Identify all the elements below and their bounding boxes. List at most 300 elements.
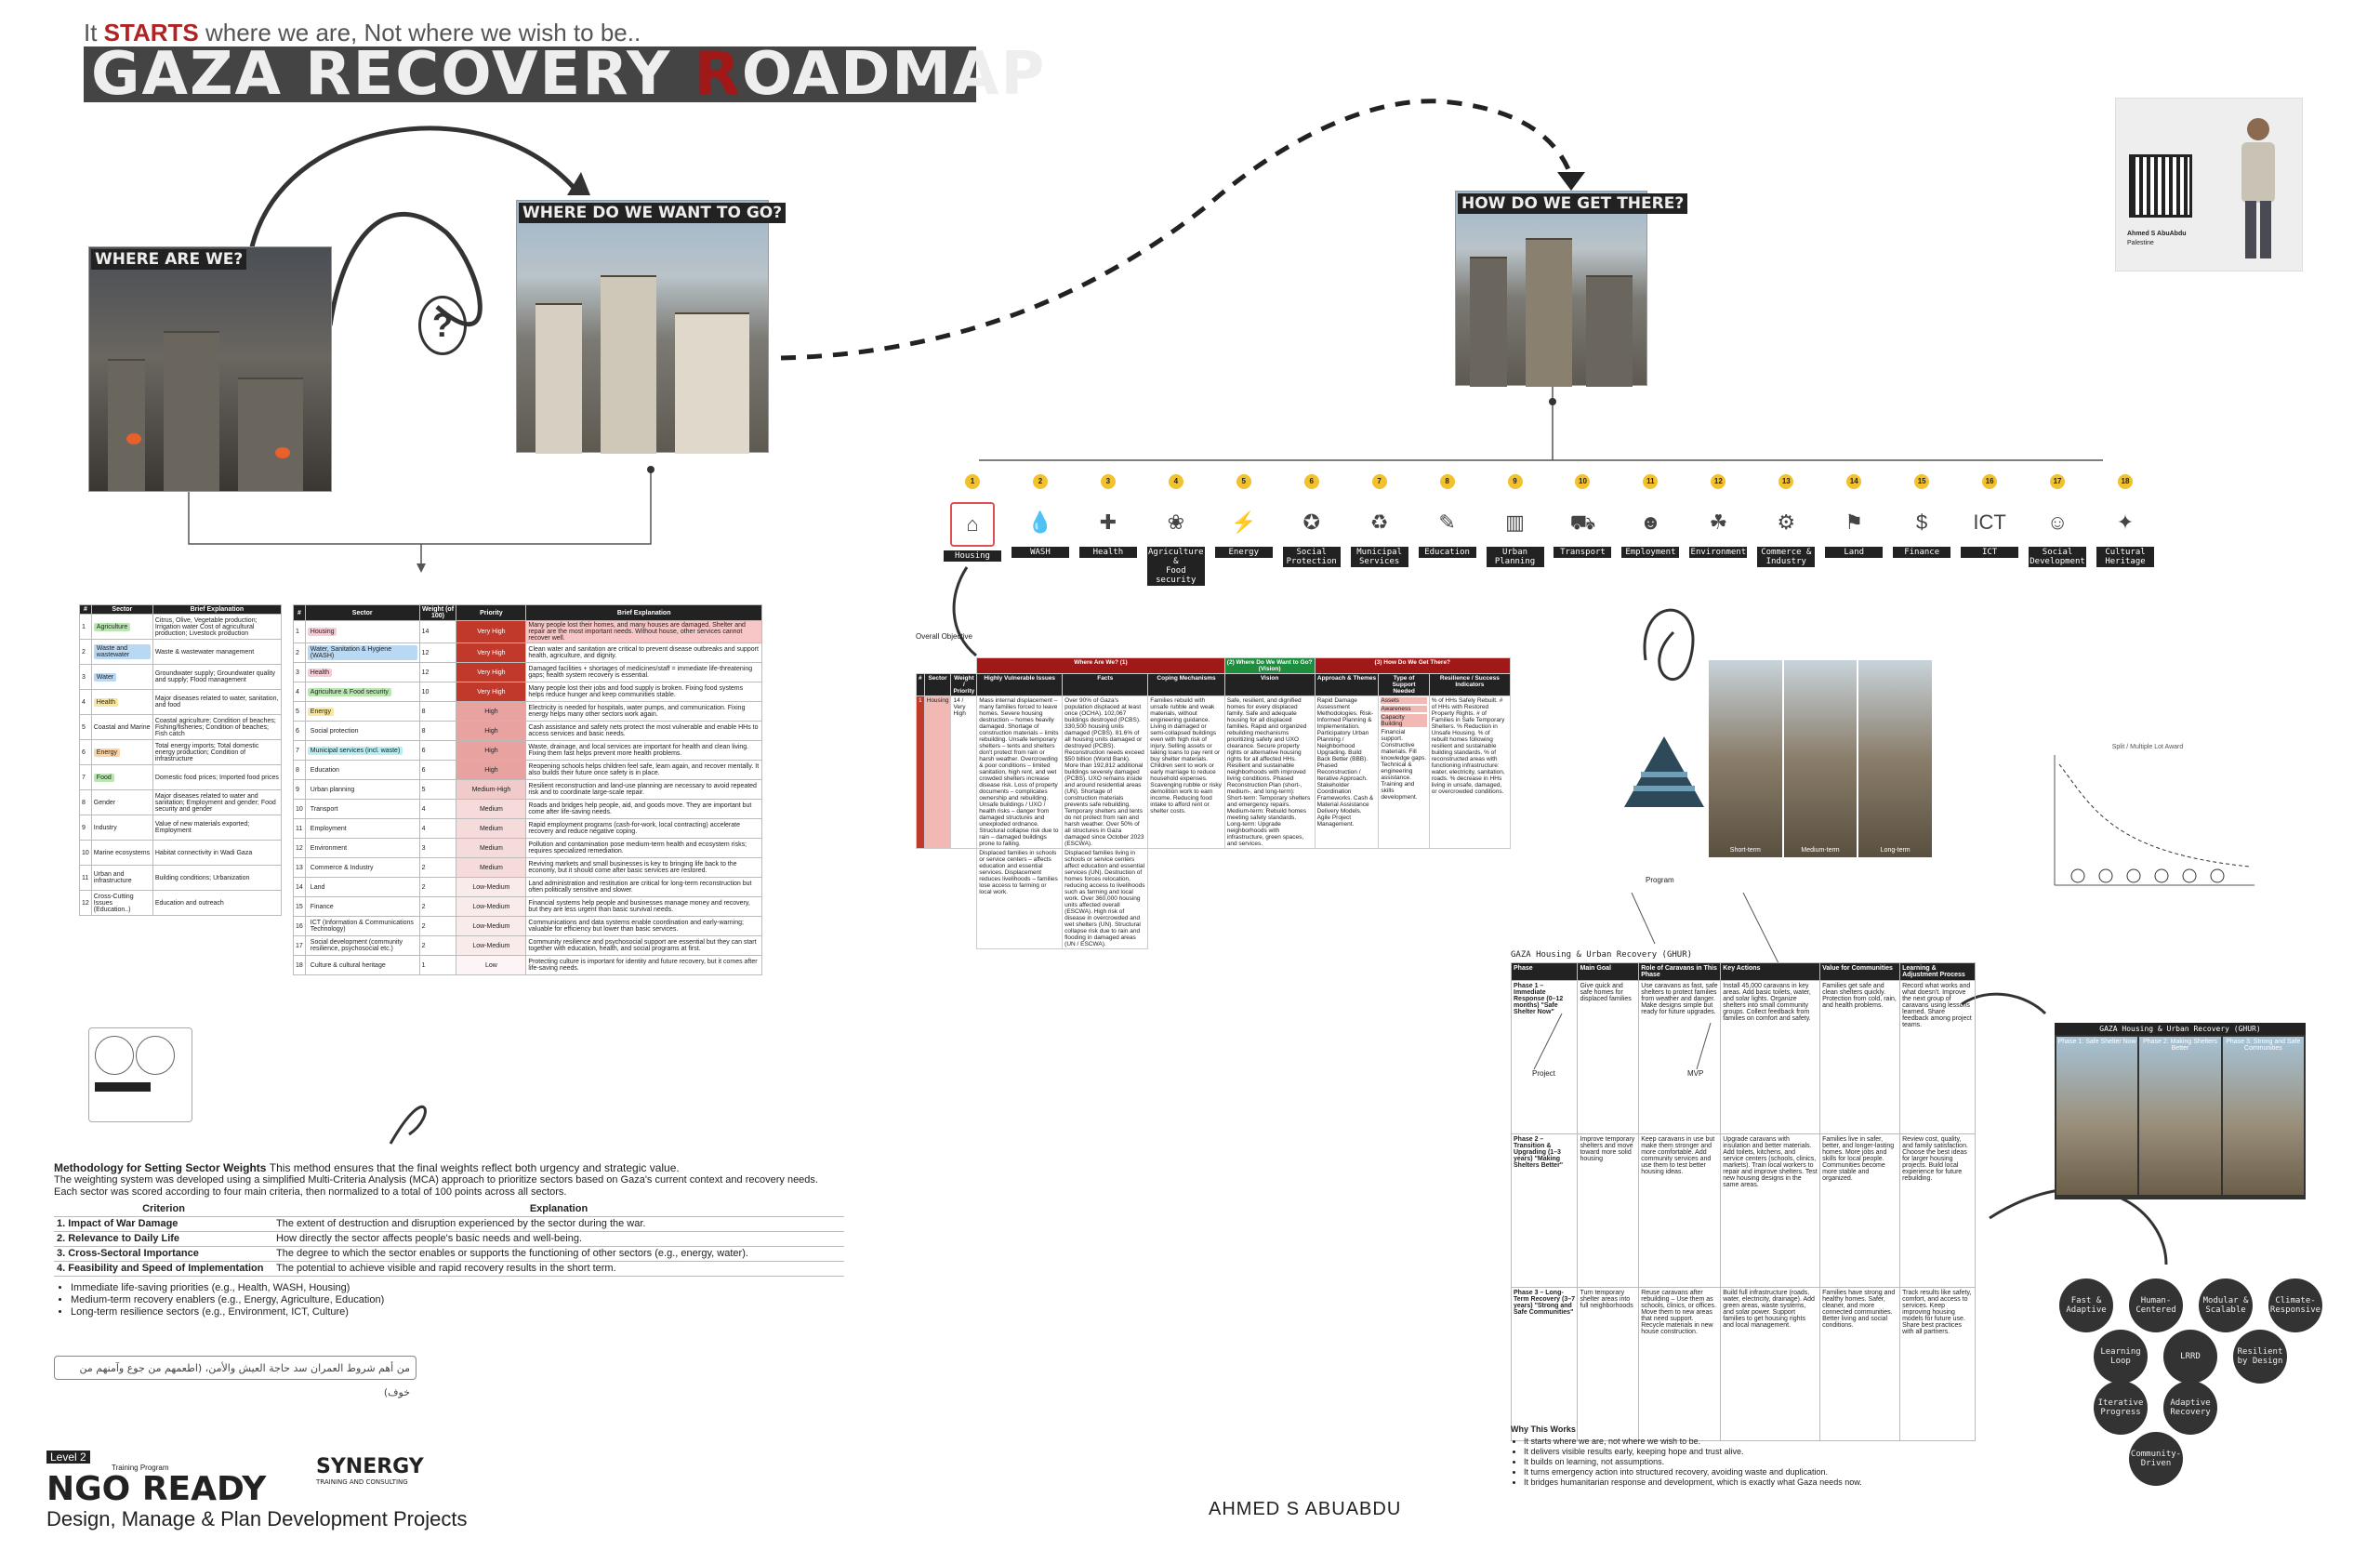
cell: Phase 3 – Long-Term Recovery (3–7 years) "Strong and Safe Communities" [1512,1288,1578,1441]
photo-caption: WHERE DO WE WANT TO GO? [519,203,786,223]
sector-label: Social Development [2030,548,2085,566]
sector-label: Land [1825,547,1883,558]
methodology-bullets [71,1282,853,1318]
sector-icon-item [1554,474,1611,558]
page-title: GAZA RECOVERY ROADMAP [84,46,976,102]
cell: 17 [294,936,306,956]
cell: Rapid employment programs (cash-for-work, local contracting) accelerate recovery and reduce negative coping. [526,819,762,839]
energy-icon: ⚡ [1231,510,1257,534]
cell: 6 [419,761,456,780]
table-row [294,858,762,878]
project-label: Project [1532,1069,1555,1078]
sector-icons-row [944,474,2152,585]
cell: Turn temporary shelter areas into full neighborhoods [1578,1288,1639,1441]
col-header: # [917,674,925,696]
col-header: Value for Communities [1820,963,1900,981]
cell: Protecting culture is important for identity and future recovery, but it comes after life-saving needs. [526,956,762,975]
col-header: Phase [1512,963,1578,981]
cell: Roads and bridges help people, aid, and goods move. They are important but come after life-saving needs. [526,800,762,819]
photo-where-want [516,200,783,453]
cell: 1 [419,956,456,975]
employment-icon: ☻ [1639,510,1661,534]
program-label: Training Program [112,1464,169,1472]
sector-label: Energy [1215,547,1273,558]
support-text: Financial support. Constructive materials. Fill knowledge gaps. Technical & engineering assistance. Training and skills development. [1381,729,1427,801]
urban-icon: ▥ [1505,510,1525,534]
cell: 4. Feasibility and Speed of Implementation [54,1262,273,1277]
cell: Culture & cultural heritage [305,956,419,975]
overall-objective-label: Overall Objective [916,632,972,641]
table-row [80,866,282,891]
cell: Education [305,761,419,780]
arabic-quote: من أهم شروط العمران سد حاجة العيش والأمن، (اطعمهم من جوع وآمنهم من خوف) [54,1356,416,1380]
cell: Environment [305,839,419,858]
cell: Communications and data systems enable coordination and early-warning; valuable for efficiency but lower than basic services. [526,917,762,936]
cell: Domestic food prices; Imported food prices [152,765,281,790]
sector-number: 7 [1372,474,1387,489]
sector-icon-item [1757,474,1815,567]
sector-number: 6 [1304,474,1319,489]
sector-label: Municipal Services [1351,547,1408,567]
cell: 11 [294,819,306,839]
cell: Municipal services (incl. waste) [305,741,419,761]
table-row [80,740,282,765]
sector-number: 5 [1236,474,1251,489]
cell: Families have strong and healthy homes. Safer, cleaner, and more connected communities. Better living and social conditions. [1820,1288,1900,1441]
phase-visual: Short-term [1709,660,1782,857]
col-header: # [294,605,306,621]
municipal-icon: ♻ [1369,510,1389,534]
cell: The degree to which the sector enables or supports the functioning of other sectors (e.g., energy, water). [273,1247,844,1262]
sector-label: WASH [1012,547,1069,558]
col-header: Weight / Priority [951,674,977,696]
support-tag: Capacity Building [1381,714,1426,727]
table-row [294,936,762,956]
table-row [294,741,762,761]
col-header: Facts [1063,674,1148,696]
sector-label: Social Protection [1283,547,1341,567]
table-row [294,722,762,741]
table-row [294,878,762,897]
sector-label: Environment [1690,548,1747,557]
principle-circle: Climate-Responsive [2268,1278,2322,1332]
sector-icon-item [1147,474,1205,586]
thinking-diagram [88,1027,192,1122]
agri-icon: ❀ [1167,510,1185,534]
cell: 2 [419,936,456,956]
cell: Water, Sanitation & Hygiene (WASH) [305,643,419,663]
cell: 12 [294,839,306,858]
ghur-visual [2055,1023,2306,1199]
cell: 8 [419,702,456,722]
pyramid-diagram [1622,735,1706,809]
table-row [80,815,282,841]
cell: Families get safe and clean shelters quickly. Protection from cold, rain, and health problems. [1820,981,1900,1134]
methodology-line: Each sector was scored according to four main criteria, then normalized to a total of 100 points across all sectors. [54,1186,567,1198]
principle-circle: LRRD [2163,1330,2217,1384]
photo-where-are-we [88,246,332,492]
sector-icon-item [1215,474,1273,558]
cell: Housing [305,621,419,643]
sector-number: 8 [1440,474,1455,489]
cell: Gender [91,790,152,815]
list-item: • It turns emergency action into structured recovery, avoiding waste and duplication. [1524,1467,1976,1477]
phase-table [1511,962,1976,1441]
col-header: Highly Vulnerable Issues [977,674,1063,696]
mvp-label: MVP [1687,1069,1704,1078]
table-row [294,702,762,722]
cell: Energy [91,740,152,765]
table-row [294,917,762,936]
cell: 16 [294,917,306,936]
sector-icon-item [1893,474,1950,558]
cell: High [456,722,526,741]
cell: Finance [305,897,419,917]
col-header: Brief Explanation [526,605,762,621]
table-row [80,665,282,690]
sector-number: 11 [1643,474,1658,489]
cell: Total energy imports; Total domestic energy production; Condition of infrastructure [152,740,281,765]
cell: Waste, drainage, and local services are important for health and clean living. Fixing them fast helps prevent more health problems. [526,741,762,761]
cell: 8 [419,722,456,741]
list-item: • Long-term resilience sectors (e.g., Environment, ICT, Culture) [71,1306,853,1318]
cell: 2 [419,917,456,936]
table-row [294,897,762,917]
sector-icon-item [2029,474,2086,567]
cell: 9 [294,780,306,800]
cell: 14 / Very High [951,696,977,849]
qr-code-icon [2129,154,2192,218]
cell: 3. Cross-Sectoral Importance [54,1247,273,1262]
cell: Rapid Damage Assessment Methodologies. Risk-Informed Planning & Implementation. Participatory Urban Planning / Neighborhood Upgrading. Build Back Better (BBB). Phased Reconstruction / Iterative Approach. Stakeholder Coordination Frameworks. Cash & Material Assistance Delivery Models. Agile Project Management. [1315,696,1379,849]
cell: Pollution and contamination pose medium-term health and ecosystem risks; requires specialized remediation. [526,839,762,858]
cell: Major diseases related to water and sanitation; Employment and gender; Food security and gender [152,790,281,815]
cell: Medium-High [456,780,526,800]
ghur-phase: Phase 2: Making Shelters Better [2139,1037,2220,1195]
cell: 12 [419,643,456,663]
cell: 6 [419,741,456,761]
criteria-table [54,1202,844,1277]
cell: 15 [294,897,306,917]
col-header: Criterion [54,1202,273,1217]
methodology-section [54,1162,853,1318]
sector-icon-item [1079,474,1137,558]
photo-caption: WHERE ARE WE? [91,249,246,270]
cell: Use caravans as fast, safe shelters to protect families from weather and danger. Make designs simple but ready for future upgrades. [1639,981,1721,1134]
table-row [80,765,282,790]
cell: Families live in safer, better, and longer-lasting homes. More jobs and skills for local people. Communities become more stable and organized. [1820,1134,1900,1288]
cell: 2 [294,643,306,663]
table-row [1512,1288,1976,1441]
cell: Reviving markets and small businesses is key to bringing life back to the economy, but it should come after basic services are restored. [526,858,762,878]
col-header: Key Actions [1721,963,1820,981]
sector-icon-item [2096,474,2154,567]
cell: Major diseases related to water, sanitation, and food [152,690,281,715]
cell: Financial systems help people and businesses manage money and recovery, but they are less urgent than basic survival needs. [526,897,762,917]
author-name: Ahmed S AbuAbdu [2127,231,2187,237]
cell: 10 [294,800,306,819]
cell: 10 [419,682,456,702]
cell: Waste and wastewater [91,640,152,665]
table-row [54,1247,844,1262]
cell: Damaged facilities + shortages of medicines/staff = immediate life-threatening gaps; health system recovery is essential. [526,663,762,682]
cell: 5 [80,715,92,740]
cell: Coastal agriculture; Condition of beaches; Fishing/fisheries; Condition of beaches; Fish catch [152,715,281,740]
methodology-line: The weighting system was developed using a simplified Multi-Criteria Analysis (MCA) approach to prioritize sectors based on Gaza's current context and recovery needs. [54,1174,818,1186]
sector-number: 17 [2050,474,2065,489]
cell: 1 [917,696,925,849]
cell: Very High [456,643,526,663]
sector-number: 12 [1711,474,1726,489]
ghur-phase: Phase 1: Safe Shelter Now [2056,1037,2137,1195]
sector-number: 2 [1033,474,1048,489]
sector-icon-item [1419,474,1476,558]
cell: Record what works and what doesn't. Improve the next group of caravans using lessons learned. Share feedback among project teams. [1900,981,1976,1134]
cell: Social development (community resilience, psychosocial etc.) [305,936,419,956]
list-item: • Immediate life-saving priorities (e.g., Health, WASH, Housing) [71,1282,853,1294]
cell: 4 [294,682,306,702]
list-item: • It bridges humanitarian response and development, which is exactly what Gaza needs now. [1524,1477,1976,1488]
cell: Many people lost their jobs and food supply is broken. Fixing food systems helps reduce hunger and keep communities stable. [526,682,762,702]
cell: Review cost, quality, and family satisfaction. Choose the best ideas for larger housing projects. Build local experience for future rebuilding. [1900,1134,1976,1288]
table-row [294,761,762,780]
table-row [80,615,282,640]
cell: Waste & wastewater management [152,640,281,665]
cell: 5 [294,702,306,722]
phase-table-title: GAZA Housing & Urban Recovery (GHUR) [1511,950,1693,960]
mini-chart-title: Split / Multiple Lot Award [2111,744,2184,750]
col-header: Vision [1224,674,1315,696]
sector-number: 18 [2118,474,2133,489]
col-header: Weight (of 100) [419,605,456,621]
footer-author: AHMED S ABUABDU [1209,1499,1402,1519]
list-item: • It starts where we are, not where we wish to be. [1524,1437,1976,1447]
cell: Land administration and restitution are critical for long-term reconstruction but often politically sensitive and slower. [526,878,762,897]
phase-visual: Long-term [1858,660,1932,857]
health-icon: ✚ [1099,510,1117,534]
cell: Displaced families living in schools or service centers affect education and essential services (UN). Destruction of homes forces relocation, reducing access to livelihoods such as farming and local work. Over 360,000 housing units affected overall (ESCWA). High risk of disease in overcrowded and wet shelters (UN). Structural collapse risk due to rain and flooding in damaged areas (UN / ESCWA). [1063,849,1148,949]
sector-number: 3 [1101,474,1116,489]
cell: Housing [924,696,951,849]
table-row [54,1217,844,1232]
cell: Displaced families in schools or service centers – affects education and essential services. Displacement reduces livelihoods – families lose access to farming or local work. [977,849,1063,949]
principle-circle: Modular & Scalable [2199,1278,2253,1332]
sector-number: 10 [1575,474,1590,489]
col-header: Coping Mechanisms [1148,674,1224,696]
sector-icon-item [1351,474,1408,567]
table-row [54,1262,844,1277]
cell: 3 [80,665,92,690]
cell: Urban planning [305,780,419,800]
cell: 14 [419,621,456,643]
cell: Coastal and Marine [91,715,152,740]
cell: Industry [91,815,152,841]
cell: % of HHs Safely Rebuilt. # of HHs with Restored Property Rights. # of Families in Safe Temporary Shelters. % Reduction in Unsafe Housing. % of rebuilt homes following resilient and sustainable building standards. % of reconstructed areas with functioning infrastructure: water, electricity, sanitation, roads. % decrease in HHs living in unsafe, damaged, or overcrowded conditions. [1429,696,1510,849]
table-row [294,643,762,663]
support-tag: Awareness [1381,706,1426,712]
cell: Improve temporary shelters and move toward more solid housing [1578,1134,1639,1288]
cell: Low-Medium [456,936,526,956]
cell [1379,696,1429,849]
cell: The extent of destruction and disruption experienced by the sector during the war. [273,1217,844,1232]
cell: Families rebuild with unsafe rubble and weak materials, without engineering guidance. Living in damaged or semi-collapsed buildings even with high risk of injury. Selling assets or taking loans to pay rent or buy shelter materials. Children sent to work or early marriage to reduce household expenses. Scavenging rubble or risky demolition work to earn income. Reducing food intake to afford rent or shelter costs. [1148,696,1224,849]
cell: 12 [80,891,92,916]
col-header: Sector [305,605,419,621]
principle-circle: Learning Loop [2094,1330,2148,1384]
ict-icon: ICT [1973,510,2006,534]
sector-label: Education [1419,547,1476,558]
environment-icon: ☘ [1709,510,1728,534]
cell: Medium [456,800,526,819]
support-tag: Assets [1381,697,1426,704]
methodology-title: Methodology for Setting Sector Weights This method ensures that the final weights reflect both urgency and strategic value. [54,1161,680,1174]
cell: ICT (Information & Communications Technology) [305,917,419,936]
cell: 2 [419,878,456,897]
cell: 3 [294,663,306,682]
author-photo-icon [2232,113,2283,261]
col-header: Priority [456,605,526,621]
cell: 2. Relevance to Daily Life [54,1232,273,1247]
sector-number: 13 [1778,474,1793,489]
sector-number: 16 [1982,474,1997,489]
table-row [1512,981,1976,1134]
sector-label: Employment [1621,547,1679,558]
cell: Many people lost their homes, and many houses are damaged. Shelter and repair are the most important needs. Without house, other services cannot recover well. [526,621,762,643]
cell: 13 [294,858,306,878]
sector-icon-item [1961,474,2018,558]
sector-icon-item [1012,474,1069,558]
table-row [80,891,282,916]
table-row [294,800,762,819]
principle-circle: Fast & Adaptive [2059,1278,2113,1332]
col-header: Brief Explanation [152,605,281,615]
cell: 11 [80,866,92,891]
social-icon: ✪ [1302,510,1320,534]
sector-icon-item [1621,474,1679,558]
sector-label: Health [1079,547,1137,558]
land-icon: ⚑ [1844,510,1864,534]
table-row [294,621,762,643]
cell: 14 [294,878,306,897]
cell: Health [91,690,152,715]
sector-number: 14 [1846,474,1861,489]
cell: Citrus, Olive, Vegetable production; Irrigation water Cost of agricultural production; Livestock production [152,615,281,640]
table-row [294,839,762,858]
cell: The potential to achieve visible and rapid recovery results in the short term. [273,1262,844,1277]
photo-how-get [1455,191,1685,386]
cell: 5 [419,780,456,800]
cell: Build full infrastructure (roads, water, electricity, drainage). Add green areas, waste systems, and solar power. Support families to get housing rights and local management. [1721,1288,1820,1441]
why-title: Why This Works [1511,1424,1576,1434]
cell: 7 [294,741,306,761]
cell: Energy [305,702,419,722]
sector-number: 9 [1508,474,1523,489]
table-row [294,663,762,682]
cell: Groundwater supply; Groundwater quality and supply; Flood management [152,665,281,690]
transport-icon: ⛟ [1569,510,1596,534]
cell: Building conditions; Urbanization [152,866,281,891]
group-header: (2) Where Do We Want to Go? (Vision) [1224,658,1315,674]
table-row [1512,1134,1976,1288]
cell: Safe, resilient, and dignified homes for every displaced family. Safe and adequate housing for all displaced families. Rapid and organized rebuilding mechanisms prioritizing safety and UXO clearance. Secure property rights or alternative housing rights for all affected HHs. Resilient and sustainable neighborhoods with improved living conditions. Phased Reconstruction Plan (short-, medium-, and long-term): Short-term: Temporary shelters and emergency repairs. Medium-term: Rebuild homes meeting safety standards. Long-term: Upgrade neighborhoods with infrastructure, green spaces, and services. [1224,696,1315,849]
cell: Habitat connectivity in Wadi Gaza [152,841,281,866]
cell: High [456,702,526,722]
principle-circle: Iterative Progress [2094,1381,2148,1435]
group-header: Where Are We? (1) [977,658,1225,674]
phase-visuals [1709,660,1932,857]
author-card [2115,98,2303,272]
cell: Very High [456,621,526,643]
sector-icon-item [1825,474,1883,558]
cell: 7 [80,765,92,790]
cell: 1 [294,621,306,643]
cell: How directly the sector affects people's basic needs and well-being. [273,1232,844,1247]
author-country: Palestine [2127,240,2154,246]
principle-circle: Human-Centered [2129,1278,2183,1332]
cell: Over 90% of Gaza's population displaced at least once (OCHA). 102,067 buildings destroyed (PCBS). 330,500 housing units damaged (PCBS). 81.6% of all housing units damaged or destroyed (PCBS). Reconstruction needs exceed $50 billion (World Bank). More than 192,812 additional buildings severely damaged (PCBS). UXO remains inside and around residential areas (UN). Shortage of construction materials prevents safe rebuilding. Temporary shelters and tents do not protect from rain and harsh weather. Over 50% of all structures in Gaza damaged since October 2023 (ESCWA). [1063,696,1148,849]
cell: Resilient reconstruction and land-use planning are necessary to avoid repeated risk and to coordinate large-scale repair. [526,780,762,800]
col-header: Type of Support Needed [1379,674,1429,696]
phase-visual: Medium-term [1784,660,1858,857]
ngo-title: NGO READY [46,1470,267,1508]
cell: 2 [419,897,456,917]
cell: 2 [419,858,456,878]
cell: Agriculture & Food security [305,682,419,702]
cell: Urban and infrastructure [91,866,152,891]
housing-detail-table [916,657,1511,949]
principle-circle: Community-Driven [2129,1432,2183,1486]
cell: 1. Impact of War Damage [54,1217,273,1232]
sector-number: 1 [965,474,980,489]
col-header: # [80,605,92,615]
cell: Health [305,663,419,682]
cell: Cash assistance and safety nets protect the most vulnerable and enable HHs to access services and basic needs. [526,722,762,741]
cell: Phase 2 – Transition & Upgrading (1–3 years) "Making Shelters Better" [1512,1134,1578,1288]
mini-chart [2036,744,2259,902]
heritage-icon: ✦ [2116,510,2135,534]
cell: Reopening schools helps children feel safe, learn again, and recover mentally. It also builds their future once safety is in place. [526,761,762,780]
table-row [294,682,762,702]
ngo-subtitle: Design, Manage & Plan Development Projects [46,1507,468,1530]
sector-label: ICT [1961,547,2018,558]
cell: 3 [419,839,456,858]
sector-icon-item [1487,474,1544,567]
cell: High [456,741,526,761]
sector-icon-item [1283,474,1341,567]
cell: Agriculture [91,615,152,640]
col-header: Explanation [273,1202,844,1217]
table-row [80,841,282,866]
cell: 4 [419,819,456,839]
cell: Land [305,878,419,897]
cell: Very High [456,663,526,682]
cell: 10 [80,841,92,866]
water-icon: 💧 [1027,510,1053,534]
finance-icon: $ [1916,510,1928,534]
cell: Mass internal displacement – many families forced to leave homes. Severe housing destruction – homes heavily damaged. Shortage of construction materials – limits rebuilding. Unsafe temporary shelters – tents and shelters don't protect from rain or harsh weather. Overcrowding & poor conditions – limited sanitation, high rent, and wet crowded shelters increase disease risk. Loss of property documents – complicates ownership and rebuilding. Unsafe buildings / UXO / health risks – danger from damaged structures and unexploded ordnance. Structural collapse risk due to rain – damaged buildings prone to falling. [977,696,1063,849]
col-header: Learning & Adjustment Process [1900,963,1976,981]
cell: Value of new materials exported; Employment [152,815,281,841]
col-header: Approach & Themes [1315,674,1379,696]
principle-circle: Resilient by Design [2233,1330,2287,1384]
sector-label: Finance [1893,547,1950,558]
cell: Education and outreach [152,891,281,916]
ghur-phase: Phase 3: Strong and Safe Communities [2223,1037,2304,1195]
cell: Electricity is needed for hospitals, water pumps, and communication. Fixing energy helps many other sectors work again. [526,702,762,722]
cell: Upgrade caravans with insulation and better materials. Add toilets, kitchens, and service centers (schools, clinics, markets). Train local workers to repair and improve shelters. Test new housing designs in the same areas. [1721,1134,1820,1288]
cell: 8 [294,761,306,780]
table-row [80,790,282,815]
